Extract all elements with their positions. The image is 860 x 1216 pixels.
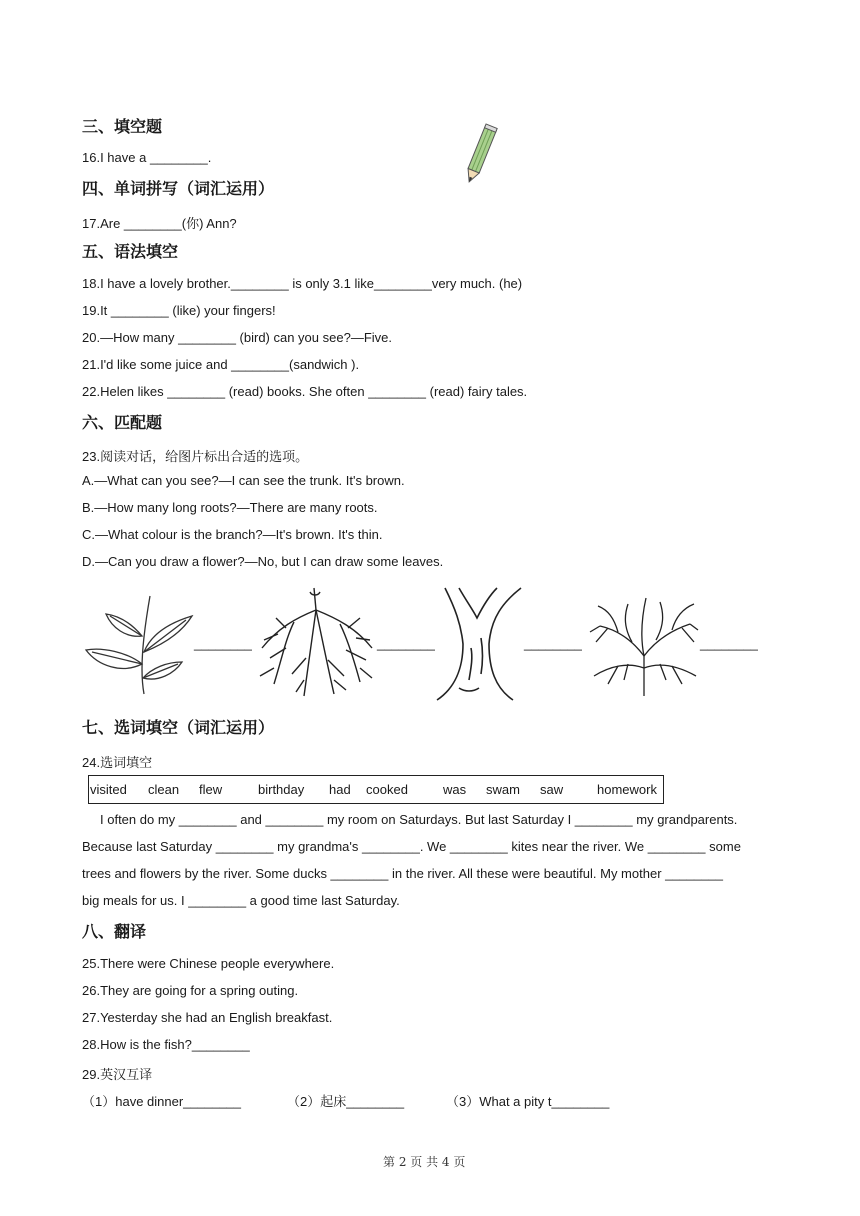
question-25: 25.There were Chinese people everywhere.	[82, 956, 335, 971]
question-21: 21.I'd like some juice and ________(sandwich ).	[82, 357, 360, 372]
passage-line-1: I often do my ________ and ________ my room on Saturdays. But last Saturday I ________ my grandparents.	[100, 812, 738, 827]
translation-item-3: （3）What a pity t________	[446, 1094, 610, 1109]
trunk-picture	[433, 588, 523, 702]
word-bank-word: visited	[90, 782, 127, 797]
translation-item-2: （2）起床________	[287, 1094, 405, 1109]
question-20: 20.—How many ________ (bird) can you see?—Five.	[82, 330, 392, 345]
word-bank-word: birthday	[258, 782, 305, 797]
question-16: 16.I have a ________.	[82, 150, 212, 165]
word-bank-word: had	[329, 782, 351, 797]
question-27: 27.Yesterday she had an English breakfast.	[82, 1010, 333, 1025]
word-bank-word: swam	[486, 782, 520, 797]
passage-line-4: big meals for us. I ________ a good time last Saturday.	[82, 893, 400, 908]
section-heading-fill-in: 三、填空题	[82, 117, 163, 136]
word-bank-word: homework	[597, 782, 657, 797]
passage-line-2: Because last Saturday ________ my grandma's ________. We ________ kites near the river. We ________ some	[82, 839, 741, 854]
option-a: A.—What can you see?—I can see the trunk. It's brown.	[82, 473, 405, 488]
question-24: 24.选词填空	[82, 755, 153, 770]
question-29: 29.英汉互译	[82, 1067, 153, 1082]
question-23: 23.阅读对话，给图片标出合适的选项。	[82, 449, 309, 464]
option-d: D.—Can you draw a flower?—No, but I can draw some leaves.	[82, 554, 444, 569]
question-26: 26.They are going for a spring outing.	[82, 983, 299, 998]
word-bank-word: saw	[540, 782, 564, 797]
question-28: 28.How is the fish?________	[82, 1037, 250, 1052]
question-17: 17.Are ________(你) Ann?	[82, 216, 237, 231]
translation-item-1: （1）have dinner________	[82, 1094, 242, 1109]
word-bank-word: flew	[199, 782, 223, 797]
section-heading-translation: 八、翻译	[82, 922, 147, 941]
word-bank-box	[88, 775, 664, 804]
section-heading-word-choice: 七、选词填空（词汇运用）	[82, 718, 275, 737]
passage-line-3: trees and flowers by the river. Some ducks ________ in the river. All these were beautiful. My mother ________	[82, 866, 723, 881]
word-bank-word: cooked	[366, 782, 408, 797]
word-bank-word: was	[443, 782, 467, 797]
word-bank-word: clean	[148, 782, 180, 797]
answer-blank-1[interactable]: ________	[194, 636, 252, 651]
section-heading-grammar: 五、语法填空	[82, 242, 179, 261]
answer-blank-3[interactable]: ________	[524, 636, 582, 651]
option-c: C.—What colour is the branch?—It's brown. It's thin.	[82, 527, 383, 542]
branches-picture	[588, 596, 700, 696]
question-18: 18.I have a lovely brother.________ is only 3.1 like________very much. (he)	[82, 276, 523, 291]
question-19: 19.It ________ (like) your fingers!	[82, 303, 276, 318]
section-heading-matching: 六、匹配题	[82, 413, 163, 432]
section-heading-spelling: 四、单词拼写（词汇运用）	[82, 179, 275, 198]
pencil-icon	[455, 124, 505, 186]
leaves-picture	[82, 592, 197, 696]
answer-blank-2[interactable]: ________	[377, 636, 435, 651]
option-b: B.—How many long roots?—There are many roots.	[82, 500, 378, 515]
roots-picture	[256, 588, 376, 700]
page-footer: 第 2 页 共 4 页	[383, 1155, 466, 1169]
answer-blank-4[interactable]: ________	[700, 636, 758, 651]
question-22: 22.Helen likes ________ (read) books. She often ________ (read) fairy tales.	[82, 384, 528, 399]
